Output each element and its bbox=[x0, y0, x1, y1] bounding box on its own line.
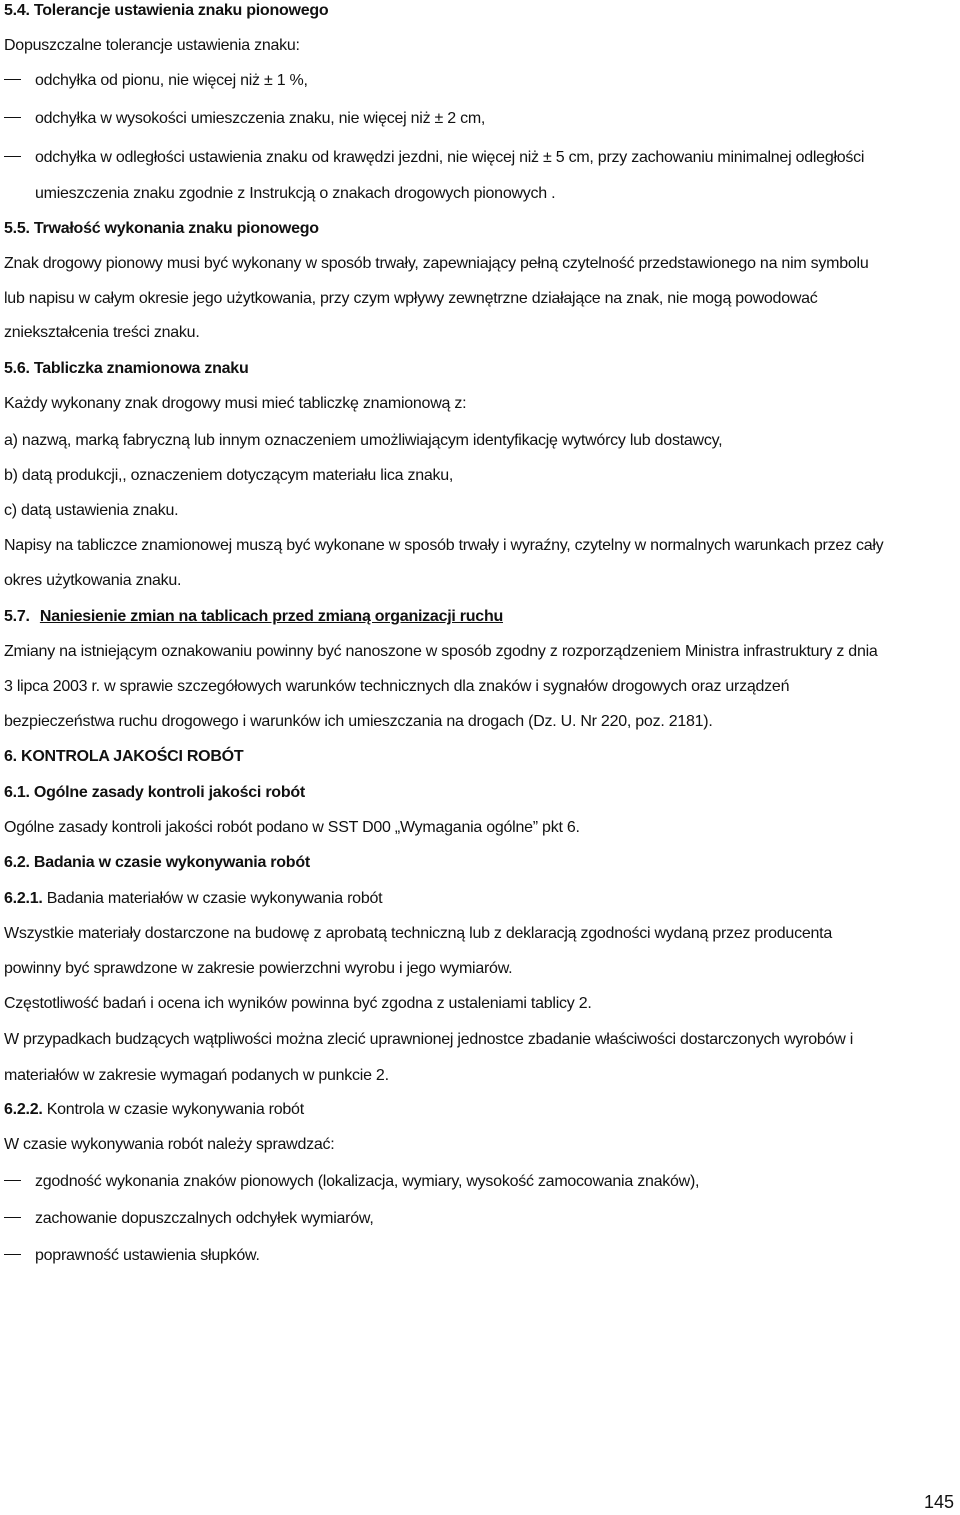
section-heading-5-6: 5.6. Tabliczka znamionowa znaku bbox=[4, 360, 249, 377]
dash-bullet bbox=[4, 147, 21, 169]
paragraph: W czasie wykonywania robót należy sprawdzać: bbox=[4, 1136, 335, 1153]
list-item: zgodność wykonania znaków pionowych (lokalizacja, wymiary, wysokość zamocowania znaków), bbox=[35, 1173, 700, 1190]
list-item: zachowanie dopuszczalnych odchyłek wymiarów, bbox=[35, 1210, 374, 1227]
paragraph: Częstotliwość badań i ocena ich wyników powinna być zgodna z ustaleniami tablicy 2. bbox=[4, 995, 592, 1012]
paragraph: powinny być sprawdzone w zakresie powierzchni wyrobu i jego wymiarów. bbox=[4, 960, 513, 977]
dash-bullet bbox=[4, 108, 21, 130]
section-number: 5.7. bbox=[4, 608, 30, 625]
paragraph: lub napisu w całym okresie jego użytkowania, przy czym wpływy zewnętrzne działające na znak, nie mogą powodować bbox=[4, 290, 818, 307]
paragraph: zniekształcenia treści znaku. bbox=[4, 324, 200, 341]
list-item: b) datą produkcji,, oznaczeniem dotyczącym materiału lica znaku, bbox=[4, 467, 454, 484]
dash-bullet bbox=[4, 1208, 21, 1230]
subsection-heading-6-2-2 bbox=[4, 1099, 304, 1121]
section-heading-6-1: 6.1. Ogólne zasady kontroli jakości robót bbox=[4, 784, 305, 801]
dash-bullet bbox=[4, 1245, 21, 1267]
paragraph: Ogólne zasady kontroli jakości robót podano w SST D00 „Wymagania ogólne” pkt 6. bbox=[4, 819, 580, 836]
paragraph: 3 lipca 2003 r. w sprawie szczegółowych warunków technicznych dla znaków i sygnałów drogowych oraz urządzeń bbox=[4, 678, 790, 695]
paragraph: Zmiany na istniejącym oznakowaniu powinny być nanoszone w sposób zgodny z rozporządzeniem Ministra infrastruktury z dnia bbox=[4, 643, 878, 660]
list-item: c) datą ustawienia znaku. bbox=[4, 502, 179, 519]
paragraph: bezpieczeństwa ruchu drogowego i warunków ich umieszczania na drogach (Dz. U. Nr 220, poz. 2181). bbox=[4, 713, 713, 730]
list-item-continuation: umieszczenia znaku zgodnie z Instrukcją o znakach drogowych pionowych . bbox=[35, 185, 556, 202]
section-heading-5-4: 5.4. Tolerancje ustawienia znaku pionowego bbox=[4, 2, 329, 19]
paragraph: Znak drogowy pionowy musi być wykonany w sposób trwały, zapewniający pełną czytelność przedstawionego na nim symbolu bbox=[4, 255, 869, 272]
section-heading-6-2: 6.2. Badania w czasie wykonywania robót bbox=[4, 854, 310, 871]
paragraph: materiałów w zakresie wymagań podanych w punkcie 2. bbox=[4, 1067, 389, 1084]
paragraph: W przypadkach budzących wątpliwości można zlecić uprawnionej jednostce zbadanie właściwości dostarczonych wyrobów i bbox=[4, 1031, 853, 1048]
dash-bullet bbox=[4, 70, 21, 92]
subsection-heading-6-2-1 bbox=[4, 888, 382, 910]
list-item: odchyłka od pionu, nie więcej niż ± 1 %, bbox=[35, 72, 308, 89]
paragraph: Dopuszczalne tolerancje ustawienia znaku: bbox=[4, 37, 300, 54]
section-heading-5-5: 5.5. Trwałość wykonania znaku pionowego bbox=[4, 220, 319, 237]
dash-bullet bbox=[4, 1171, 21, 1193]
section-heading-6: 6. KONTROLA JAKOŚCI ROBÓT bbox=[4, 748, 244, 765]
paragraph: Wszystkie materiały dostarczone na budowę z aprobatą techniczną lub z deklaracją zgodności wydaną przez producenta bbox=[4, 925, 832, 942]
subsection-title: Badania materiałów w czasie wykonywania robót bbox=[42, 890, 383, 907]
paragraph: Napisy na tabliczce znamionowej muszą być wykonane w sposób trwały i wyraźny, czytelny w normalnych warunkach przez cały bbox=[4, 537, 884, 554]
list-item: a) nazwą, marką fabryczną lub innym oznaczeniem umożliwiającym identyfikację wytwórcy lub dostawcy, bbox=[4, 432, 723, 449]
paragraph: okres użytkowania znaku. bbox=[4, 572, 182, 589]
list-item: odchyłka w odległości ustawienia znaku od krawędzi jezdni, nie więcej niż ± 5 cm, przy zachowaniu minimalnej odległości bbox=[35, 149, 865, 166]
list-item: poprawność ustawienia słupków. bbox=[35, 1247, 260, 1264]
subsection-number: 6.2.1. bbox=[4, 890, 43, 907]
list-item: odchyłka w wysokości umieszczenia znaku, nie więcej niż ± 2 cm, bbox=[35, 110, 486, 127]
subsection-title: Kontrola w czasie wykonywania robót bbox=[42, 1101, 304, 1118]
page-number: 145 bbox=[923, 1492, 954, 1512]
section-heading-5-7 bbox=[4, 606, 503, 628]
subsection-number: 6.2.2. bbox=[4, 1101, 43, 1118]
section-title: Naniesienie zmian na tablicach przed zmianą organizacji ruchu bbox=[39, 608, 503, 625]
paragraph: Każdy wykonany znak drogowy musi mieć tabliczkę znamionową z: bbox=[4, 395, 467, 412]
